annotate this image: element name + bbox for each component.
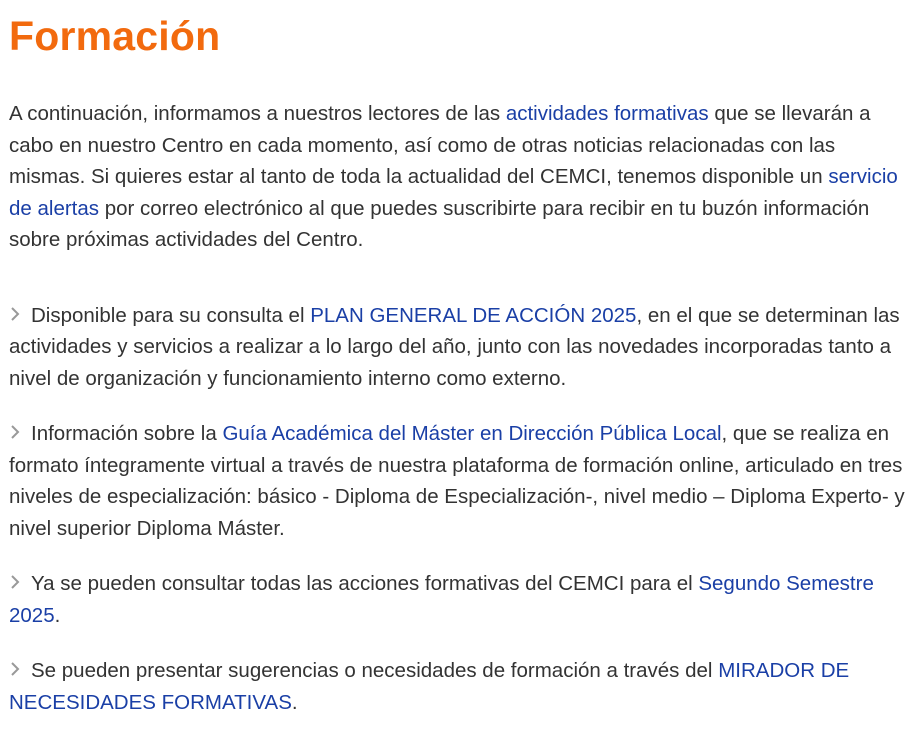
item-text-before: Disponible para su consulta el [31,303,311,327]
item-text-before: Información sobre la [31,422,223,445]
chevron-right-icon [9,305,21,323]
list-item [9,568,905,631]
item-text-after: . [54,603,61,627]
list-item [9,655,905,718]
intro-paragraph [9,98,905,256]
mirador-necesidades-link[interactable]: MIRADOR DE NECESIDADES FORMATIVAS [9,659,850,714]
servicio-alertas-link[interactable]: servicio de alertas [9,165,898,220]
chevron-right-icon [9,660,21,678]
guia-academica-link[interactable]: Guía Académica del Máster en Dirección Pública Local [222,422,722,445]
item-text-after: , en el que se determinan las actividades y servicios a realizar a lo largo del año, junto con las novedades incorporadas tanto a nivel de organización y funcionamiento interno como externo. [9,303,900,390]
list-item [9,300,905,395]
page-title: Formación [9,13,221,59]
intro-text-3: por correo electrónico al que puedes suscribirte para recibir en tu buzón información sobre próximas actividades del Centro. [9,196,870,251]
plan-general-link[interactable]: PLAN GENERAL DE ACCIÓN 2025 [310,303,637,327]
list-item [9,418,905,544]
chevron-right-icon [9,423,21,441]
intro-text-1: A continuación, informamos a nuestros lectores de las [9,102,506,125]
item-text-before: Se pueden presentar sugerencias o necesidades de formación a través del [31,659,719,682]
segundo-semestre-link[interactable]: Segundo Semestre 2025 [9,572,874,627]
item-text-before: Ya se pueden consultar todas las acciones formativas del CEMCI para el [31,572,699,595]
chevron-right-icon [9,573,21,591]
item-text-after: . [291,690,298,714]
actividades-formativas-link[interactable]: actividades formativas [505,102,709,125]
item-text-after: , que se realiza en formato íntegramente virtual a través de nuestra plataforma de formación online, articulado en tres niveles de especialización: básico - Diploma de Especialización-, nivel medio – Diploma Experto- y nivel superior Diploma Máster. [9,422,905,540]
intro-text-2: que se llevarán a cabo en nuestro Centro en cada momento, así como de otras noticias relacionadas con las mismas. Si quieres estar al tanto de toda la actualidad del CEMCI, tenemos disponible un [9,102,871,188]
